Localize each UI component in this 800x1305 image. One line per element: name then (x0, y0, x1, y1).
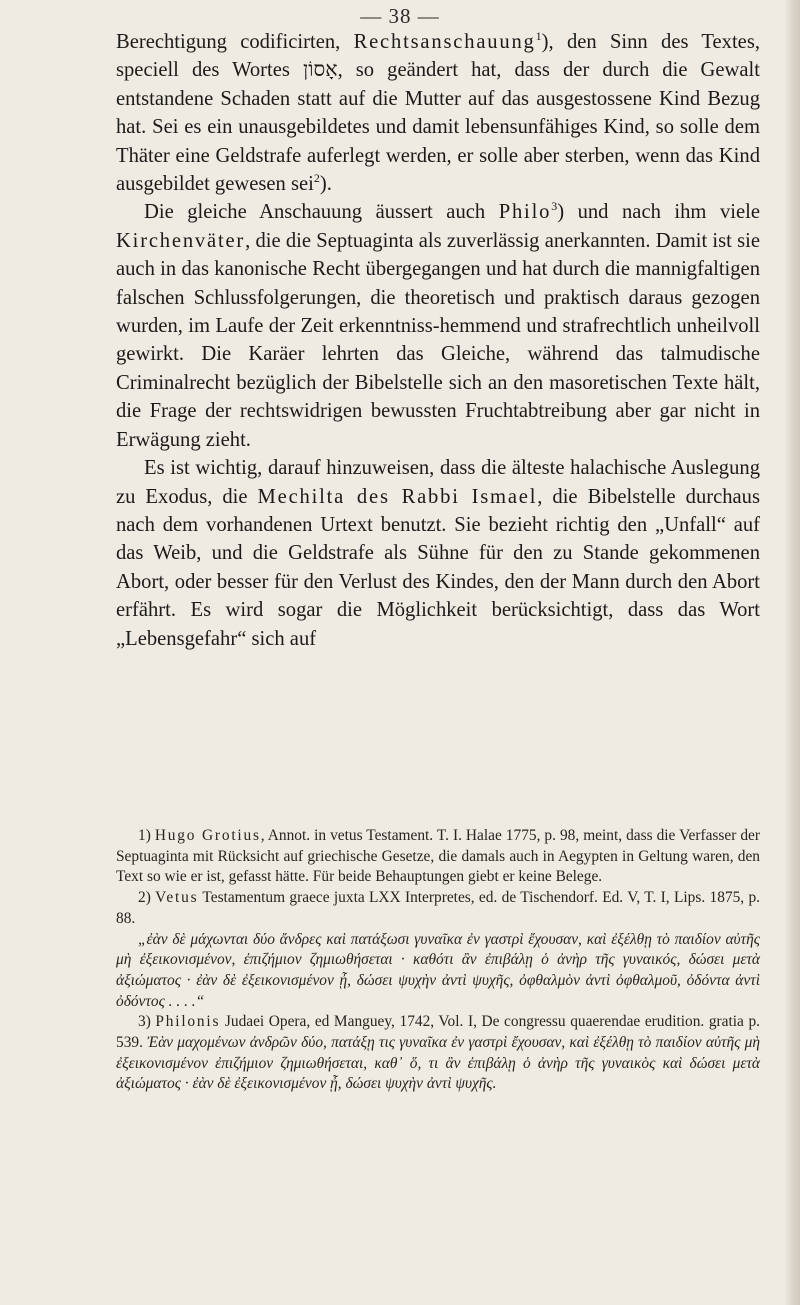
paragraph-2 (116, 198, 760, 454)
paragraph-3-text: Es ist wichtig, darauf hinzuweisen, dass die älteste halachische Auslegung zu Exodus, die (116, 457, 760, 508)
body-text (116, 28, 760, 653)
footnote-2-number: 2) (138, 889, 156, 907)
paragraph-3-text: , die Bibelstelle durchaus nach dem vorhandenen Urtext benutzt. Sie bezieht richtig den „Unfall“ auf das Weib, und die Geldstrafe als Sühne für den zu Stande gekommenen Abort, oder besser für den Verlust des Kindes, den der Mann durch den Abort erfährt. Es wird sogar die Möglichkeit berücksichtigt, dass das Wort „Lebensgefahr“ sich auf (116, 485, 760, 650)
footnote-3 (116, 1012, 760, 1095)
footnotes (116, 826, 760, 1095)
term-kirchenvaeter: Kirchenväter (116, 229, 246, 252)
footnote-3-text: Judaei Opera, ed Manguey, 1742, Vol. I, De congressu quaerendae erudition. gratia p. 539. (116, 1013, 761, 1052)
page-number: — 38 — (360, 4, 440, 28)
paragraph-1-text: ). (319, 173, 332, 196)
paragraph-2-text: , die die Septuaginta als zuverlässig anerkannten. Damit ist sie auch in das kanonische Recht übergegangen und hat durch die mannigfaltigen falschen Schlussfolgerungen, die theoretisch und praktisch daraus gezogen wurden, im Laufe der Zeit erkenntniss-hemmend und strafrechtlich unheilvoll gewirkt. Die Karäer lehrten das Gleiche, während das talmudische Criminalrecht bezüglich der Bibelstelle sich an den masoretischen Texte hält, die Frage der rechtswidrigen bewussten Fruchtabtreibung aber gar nicht in Erwägung zieht. (116, 229, 760, 451)
footnote-ref-2: 2 (313, 171, 320, 186)
footnote-3-number: 3) (138, 1013, 156, 1031)
footnote-1-text: , Annot. in vetus Testament. T. I. Halae 1775, p. 98, meint, dass die Verfasser der Septuaginta mit Rücksicht auf griechische Gesetze, die damals auch in Aegypten in Geltung waren, den Text so wie er ist, gefasst hätte. Für beide Behauptungen giebt er keine Belege. (116, 827, 760, 886)
paragraph-1-text: Berechtigung codificirten, (116, 31, 354, 53)
footnote-3-author: Philonis (155, 1013, 221, 1031)
paragraph-3 (116, 454, 760, 653)
footnote-2-text: Testamentum graece juxta LXX Interpretes, ed. de Tischendorf. Ed. V, T. I, Lips. 1875, p. 88. (116, 889, 760, 927)
paragraph-1-text: ), den Sinn des Textes, speciell des Wortes (116, 31, 760, 82)
footnote-ref-1: 1 (535, 29, 542, 44)
footnote-ref-3: 3 (551, 199, 558, 214)
term-philo: Philo (498, 201, 552, 224)
footnote-1-author: Hugo Grotius (154, 827, 261, 844)
term-rechtsanschauung: Rechtsanschauung (353, 31, 536, 53)
paragraph-2-text: ) und nach ihm viele (557, 201, 760, 224)
paragraph-1-text: , so geändert hat, dass der durch die Gewalt entstandene Schaden statt auf die Mutter auf das ausgestossene Kind Bezug hat. Sei es ein unausgebildetes und damit lebensunfähiges Kind, so solle dem Thäter eine Geldstrafe auferlegt werden, er solle aber sterben, wenn das Kind ausgebildet gewesen sei (116, 59, 760, 196)
footnote-2-author: Vetus (155, 889, 199, 907)
footnote-1 (116, 826, 760, 888)
paragraph-1 (116, 28, 760, 198)
paragraph-2-text: Die gleiche Anschauung äussert auch (144, 201, 499, 224)
footnote-3-greek-quote: Ἐὰν μαχομένων ἀνδρῶν δύο, πατάξῃ τις γυναῖκα ἐν γαστρὶ ἔχουσαν, καὶ ἐξέλθῃ τὸ παιδίον αὐτῆς μὴ ἐξεικονισμένον ἐπιζήμιον ζημιωθήσεται, καθ᾽ ὅ, τι ἂν ἐπιβάλῃ ὁ ἀνὴρ τῆς γυναικὸς καὶ δώσει μετὰ ἀξιώματος · ἐὰν δὲ ἐξεικονισμένον ᾖ, δώσει ψυχὴν ἀντὶ ψυχῆς. (116, 1034, 760, 1093)
footnote-2 (116, 888, 760, 929)
hebrew-word: אָסוֹן (302, 59, 338, 82)
term-mechilta: Mechilta des Rabbi Ismael (257, 485, 538, 508)
footnote-2-greek-quote: „ἐὰν δὲ μάχωνται δύο ἄνδρες καὶ πατάξωσι γυναῖκα ἐν γαστρὶ ἔχουσαν, καὶ ἐξέλθῃ τὸ παιδίον αὐτῆς μὴ ἐξεικονισμένον, ἐπιζήμιον ζημιωθήσεται · καθότι ἂν ἐπιβάλῃ ὁ ἀνὴρ τῆς γυναικός, δώσει μετὰ ἀξιώματος · ἐὰν δὲ ἐξεικονισμένον ᾖ, δώσει ψυχὴν ἀντὶ ψυχῆς, ὀφθαλμὸν ἀντὶ ὀφθαλμοῦ, ὀδόντα ἀντὶ ὀδόντος . . . .“ (116, 930, 760, 1010)
footnote-1-number: 1) (138, 827, 155, 844)
page-edge-shadow (784, 0, 800, 1305)
